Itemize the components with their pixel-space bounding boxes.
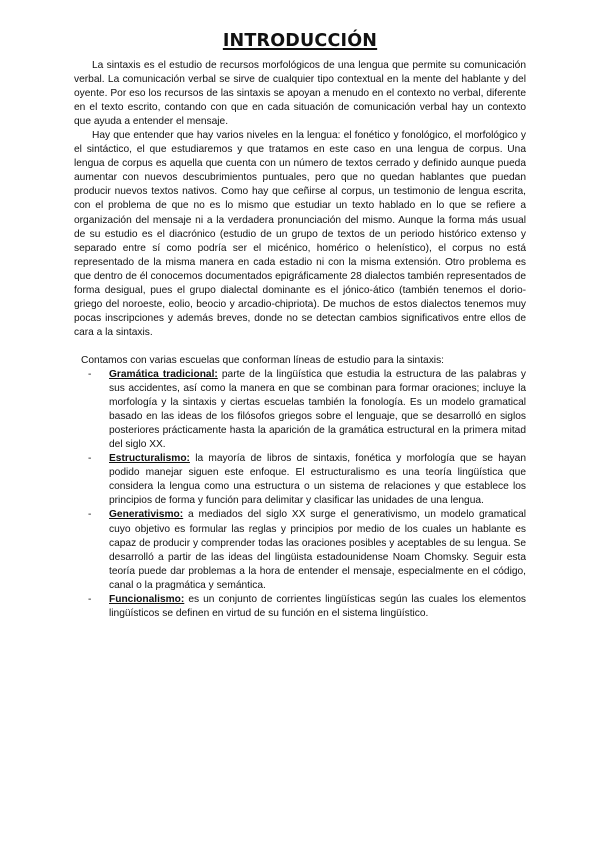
document-page: [74, 30, 526, 621]
term-estructuralismo: Estructuralismo:: [109, 453, 190, 465]
list-bullet: -: [88, 453, 92, 465]
term-gramatica-tradicional: Gramática tradicional:: [109, 368, 218, 380]
list-bullet: -: [88, 368, 92, 380]
schools-intro: Contamos con varias escuelas que conforman líneas de estudio para la sintaxis:: [81, 354, 444, 366]
list-item-funcionalismo: [74, 593, 526, 621]
list-bullet: -: [88, 509, 92, 521]
page-title: INTRODUCCIÓN: [222, 31, 378, 51]
list-item-gramatica-tradicional: [74, 368, 526, 452]
term-generativismo: Generativismo:: [109, 509, 184, 521]
list-item-estructuralismo: [74, 452, 526, 508]
paragraph-spacer: [74, 340, 526, 354]
definition-gramatica-tradicional: parte de la lingüística que estudia la estructura de las palabras y sus accidentes, así como la manera en que se combinan para formar oraciones; incluye la morfología y la sintaxis y ciertas escuelas también la fonología. Es un modelo gramatical basado en las ideas de los filósofos griegos sobre el lenguaje, que se desarrolló en siglos posteriores prácticamente hasta la aparición de la gramática estructural en la primera mitad del siglo XX.: [109, 368, 526, 451]
term-funcionalismo: Funcionalismo:: [109, 593, 185, 605]
definition-estructuralismo: la mayoría de libros de sintaxis, fonética y morfología que se hayan podido manejar siguen este enfoque. El estructuralismo es una teoría lingüística que considera la lengua como una estructura o un sistema de relaciones y que establece los principios de forma y función para delimitar y clasificar las unidades de una lengua.: [109, 453, 526, 507]
definition-funcionalismo: es un conjunto de corrientes lingüísticas según las cuales los elementos lingüísticos se definen en virtud de su función en el sistema lingüístico.: [109, 593, 526, 619]
paragraph-corpus: Hay que entender que hay varios niveles en la lengua: el fonético y fonológico, el morfológico y el sintáctico, el que estudiaremos y que tratamos en este caso en una lengua de corpus. Una lengua de corpus es aquella que cuenta con un número de textos cerrado y definido aunque pueda aumentar con nuevos descubrimientos puntuales, pero que no quedan hablantes que puedan producir nuevos textos nativos. Como hay que ceñirse al corpus, un testimonio de lengua escrita, con el problema de que no es lo mismo que estudiar un texto hablado en lo que se refiere a organización del mensaje ni a la verdadera pronunciación del mismo. Aunque la forma más usual de su estudio es el diacrónico (estudio de un grupo de textos de un periodo histórico extenso y separado entre sí como podría ser el micénico, homérico o helenístico), el corpus no está representado de la misma manera en cada estadio ni con la misma extensión. Otro problema es que dentro de él conocemos documentados epigráficamente 28 dialectos también representados de forma desigual, pues el grupo dialectal dominante es el jónico-ático (también tenemos el dorio-griego del noroeste, eolio, beocio y arcadio-chipriota). De muchos de estos dialectos tenemos muy pocas inscripciones y además breves, donde no se detectan cambios significativos entre ellos de cara a la sintaxis.: [74, 130, 526, 338]
schools-list: [74, 368, 526, 621]
definition-generativismo: a mediados del siglo XX surge el generativismo, un modelo gramatical cuyo objetivo es formular las reglas y principios por medio de los cuales un hablante es capaz de producir y comprender todas las oraciones posibles y aceptables de su lengua. Se desarrolló a partir de las ideas del lingüista estadounidense Noam Chomsky. Seguir esta teoría puede dar problemas a la hora de entender el mensaje, especialmente en el código, canal o la pragmática y semántica.: [109, 509, 526, 591]
list-item-generativismo: [74, 508, 526, 592]
list-bullet: -: [88, 593, 92, 605]
paragraph-intro: La sintaxis es el estudio de recursos morfológicos de una lengua que permite su comunicación verbal. La comunicación verbal se sirve de cualquier tipo contextual en la mente del hablante y del oyente. Por eso los recursos de las sintaxis se apoyan a menudo en el contexto no verbal, diferente en el texto escrito, contando con que en cada situación de comunicación verbal hay un contexto que ayuda a entender el mensaje.: [74, 60, 526, 128]
